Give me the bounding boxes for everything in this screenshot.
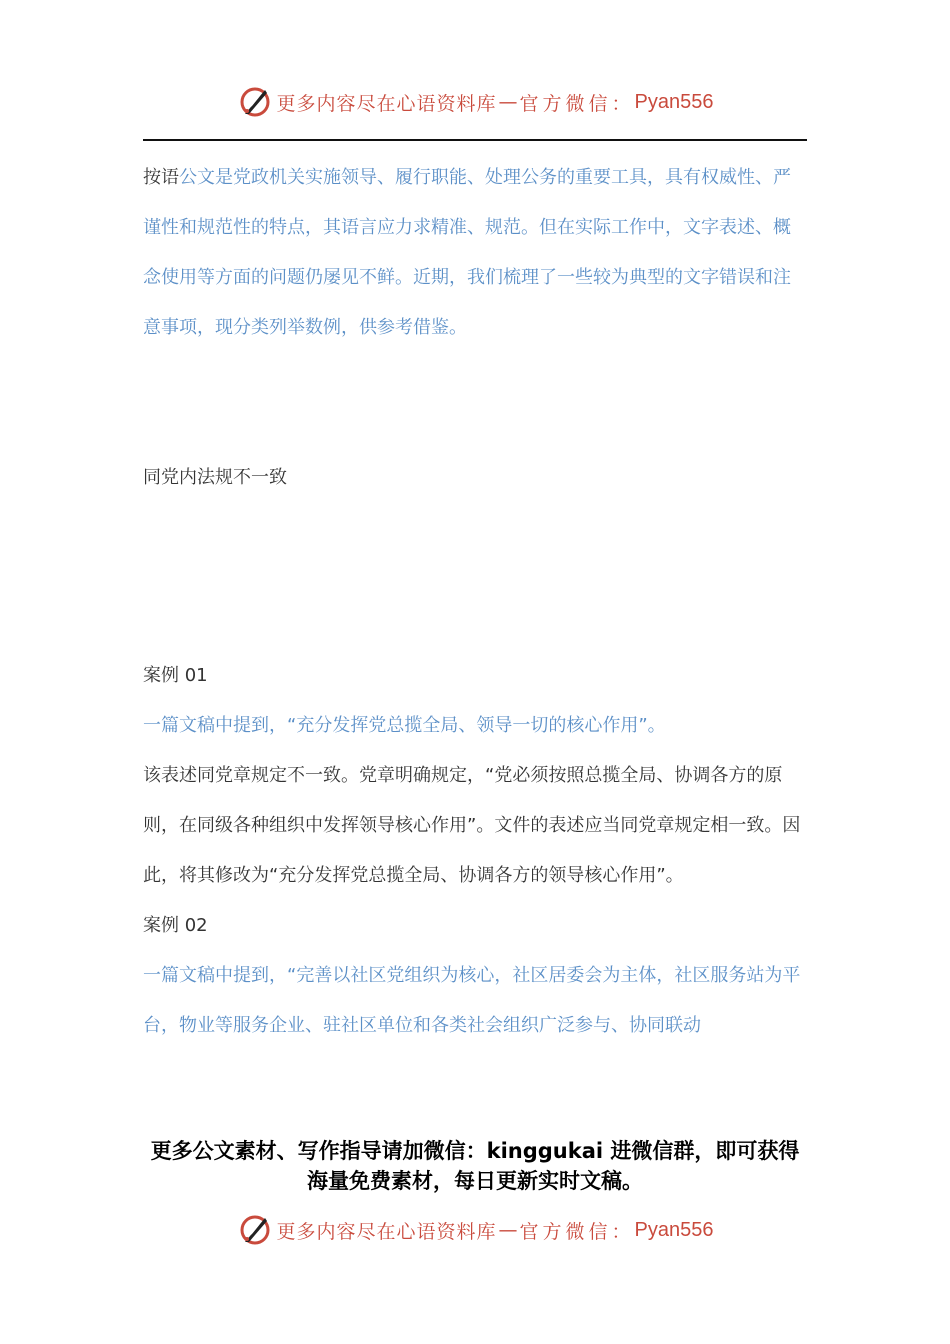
banner-dash: — [498,91,518,113]
banner-wechat-label: 官方微信： [519,1220,635,1243]
promo-text: 更多公文素材、写作指导请加微信：kinggukai 进微信群，即可获得海量免费素材，每日更新实时文稿。 [150,1139,800,1193]
case-quote: 一篇文稿中提到，“完善以社区党组织为核心，社区居委会为主体，社区服务站为平台，物业等服务企业、驻社区单位和各类社会组织广泛参与、协同联动 [143,965,801,1036]
case-quote: 一篇文稿中提到，“充分发挥党总揽全局、领导一切的核心作用”。 [143,715,666,736]
spacer [143,503,807,651]
banner-site-name: 更多内容尽在心语资料库 [276,1220,497,1243]
intro-body: 公文是党政机关实施领导、履行职能、处理公务的重要工具，具有权威性、严谨性和规范性的特点，其语言应力求精准、规范。但在实际工作中，文字表述、概念使用等方面的问题仍屡见不鲜。近期，我们梳理了一些较为典型的文字错误和注意事项，现分类列举数例，供参考借鉴。 [143,167,791,338]
banner-dash: — [498,1219,518,1241]
banner-site-name: 更多内容尽在心语资料库 [276,92,497,115]
section-title: 同党内法规不一致 [143,467,287,488]
quill-logo-icon [237,84,273,120]
banner-wechat-id: Pyan556 [634,1218,714,1241]
footer-banner [0,1212,950,1248]
intro-paragraph [143,153,807,353]
quill-logo-icon [237,1212,273,1248]
banner-wechat-id: Pyan556 [634,90,714,113]
document-body [143,153,807,1051]
banner-wechat-label: 官方微信： [519,92,635,115]
case-label: 案例 01 [143,665,208,686]
case-label: 案例 02 [143,915,208,936]
case-explanation: 该表述同党章规定不一致。党章明确规定，“党必须按照总揽全局、协调各方的原则，在同级各种组织中发挥领导核心作用”。文件的表述应当同党章规定相一致。因此，将其修改为“充分发挥党总揽全局、协调各方的领导核心作用”。 [143,765,801,886]
header-divider [143,139,807,141]
intro-lead: 按语 [143,167,179,188]
header-banner [0,84,950,120]
